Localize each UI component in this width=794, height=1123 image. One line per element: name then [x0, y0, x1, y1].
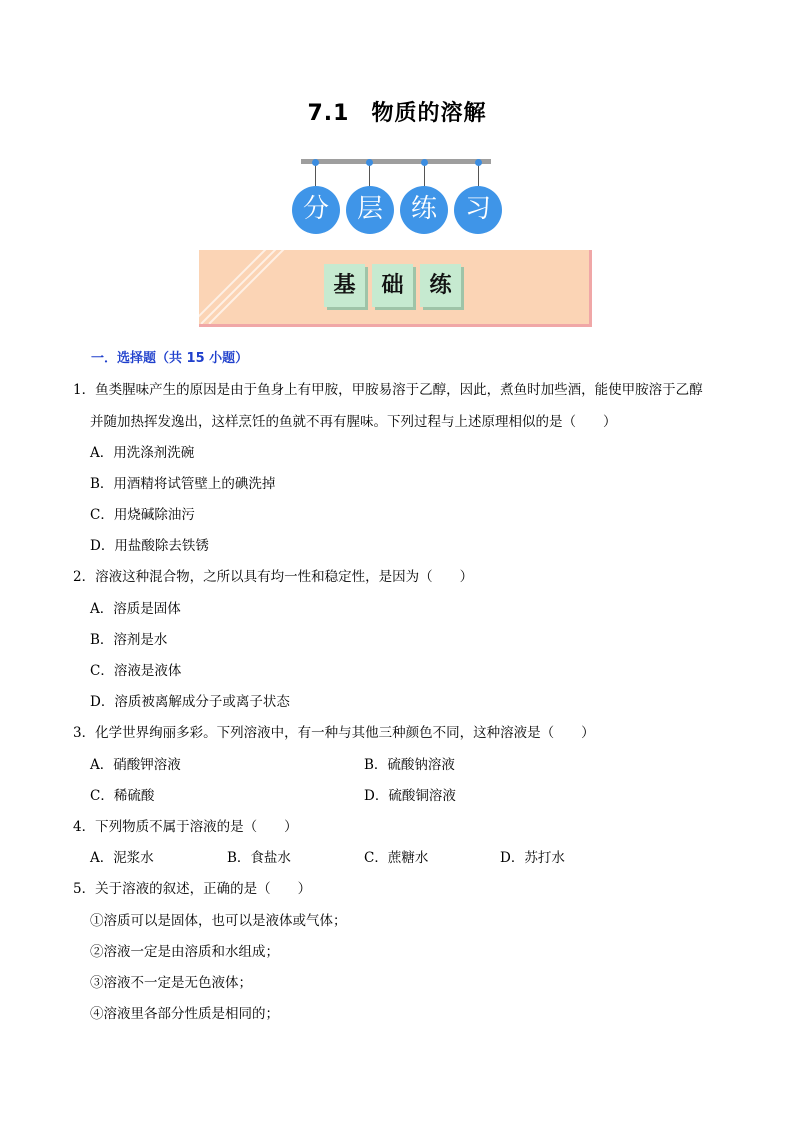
q2-option-b: B．溶剂是水: [90, 632, 168, 648]
q2-option-d: D．溶质被离解成分子或离子状态: [90, 694, 290, 710]
q5-statement-3: ③溶液不一定是无色液体；: [90, 975, 252, 991]
rail-dot: [421, 159, 428, 166]
q4-option-d: D．苏打水: [500, 850, 565, 866]
badge-fen: 分: [292, 186, 340, 234]
q4-option-b: B．食盐水: [227, 850, 291, 866]
question-1-line-2: 并随加热挥发逸出，这样烹饪的鱼就不再有腥味。下列过程与上述原理相似的是（ ）: [90, 414, 617, 430]
q1-option-c: C．用烧碱除油污: [90, 507, 195, 523]
rail-dot: [475, 159, 482, 166]
banner-tile-ji: 基: [324, 264, 365, 307]
q5-statement-2: ②溶液一定是由溶质和水组成；: [90, 944, 279, 960]
q1-option-a: A．用洗涤剂洗碗: [90, 445, 195, 461]
q1-option-b: B．用酒精将试管壁上的碘洗掉: [90, 476, 276, 492]
q3-option-c: C．稀硫酸: [90, 788, 155, 804]
q5-statement-1: ①溶质可以是固体，也可以是液体或气体；: [90, 913, 347, 929]
badge-xi: 习: [454, 186, 502, 234]
section-title: 一．选择题（共 15 小题）: [91, 351, 249, 366]
q2-option-c: C．溶液是液体: [90, 663, 182, 679]
page-title: 7.1 物质的溶解: [307, 101, 487, 126]
question-5-stem: 5．关于溶液的叙述，正确的是（ ）: [73, 881, 312, 897]
question-2-stem: 2．溶液这种混合物，之所以具有均一性和稳定性，是因为（ ）: [73, 569, 474, 585]
rail-dot: [366, 159, 373, 166]
q4-option-c: C．蔗糖水: [364, 850, 429, 866]
badge-ceng: 层: [346, 186, 394, 234]
q4-option-a: A．泥浆水: [90, 850, 154, 866]
q3-option-a: A．硝酸钾溶液: [90, 757, 181, 773]
question-1-line-1: 1．鱼类腥味产生的原因是由于鱼身上有甲胺，甲胺易溶于乙醇，因此，煮鱼时加些酒，能使甲胺溶于乙醇: [73, 382, 703, 398]
badge-rail: [301, 159, 491, 164]
question-3-stem: 3．化学世界绚丽多彩。下列溶液中，有一种与其他三种颜色不同，这种溶液是（ ）: [73, 725, 595, 741]
q1-option-d: D．用盐酸除去铁锈: [90, 538, 209, 554]
q3-option-d: D．硫酸铜溶液: [364, 788, 456, 804]
banner-tile-chu: 础: [372, 264, 413, 307]
banner-tile-lian: 练: [420, 264, 461, 307]
q5-statement-4: ④溶液里各部分性质是相同的；: [90, 1006, 279, 1022]
question-4-stem: 4．下列物质不属于溶液的是（ ）: [73, 819, 298, 835]
q3-option-b: B．硫酸钠溶液: [364, 757, 455, 773]
rail-dot: [312, 159, 319, 166]
q2-option-a: A．溶质是固体: [90, 601, 181, 617]
badge-lian: 练: [400, 186, 448, 234]
